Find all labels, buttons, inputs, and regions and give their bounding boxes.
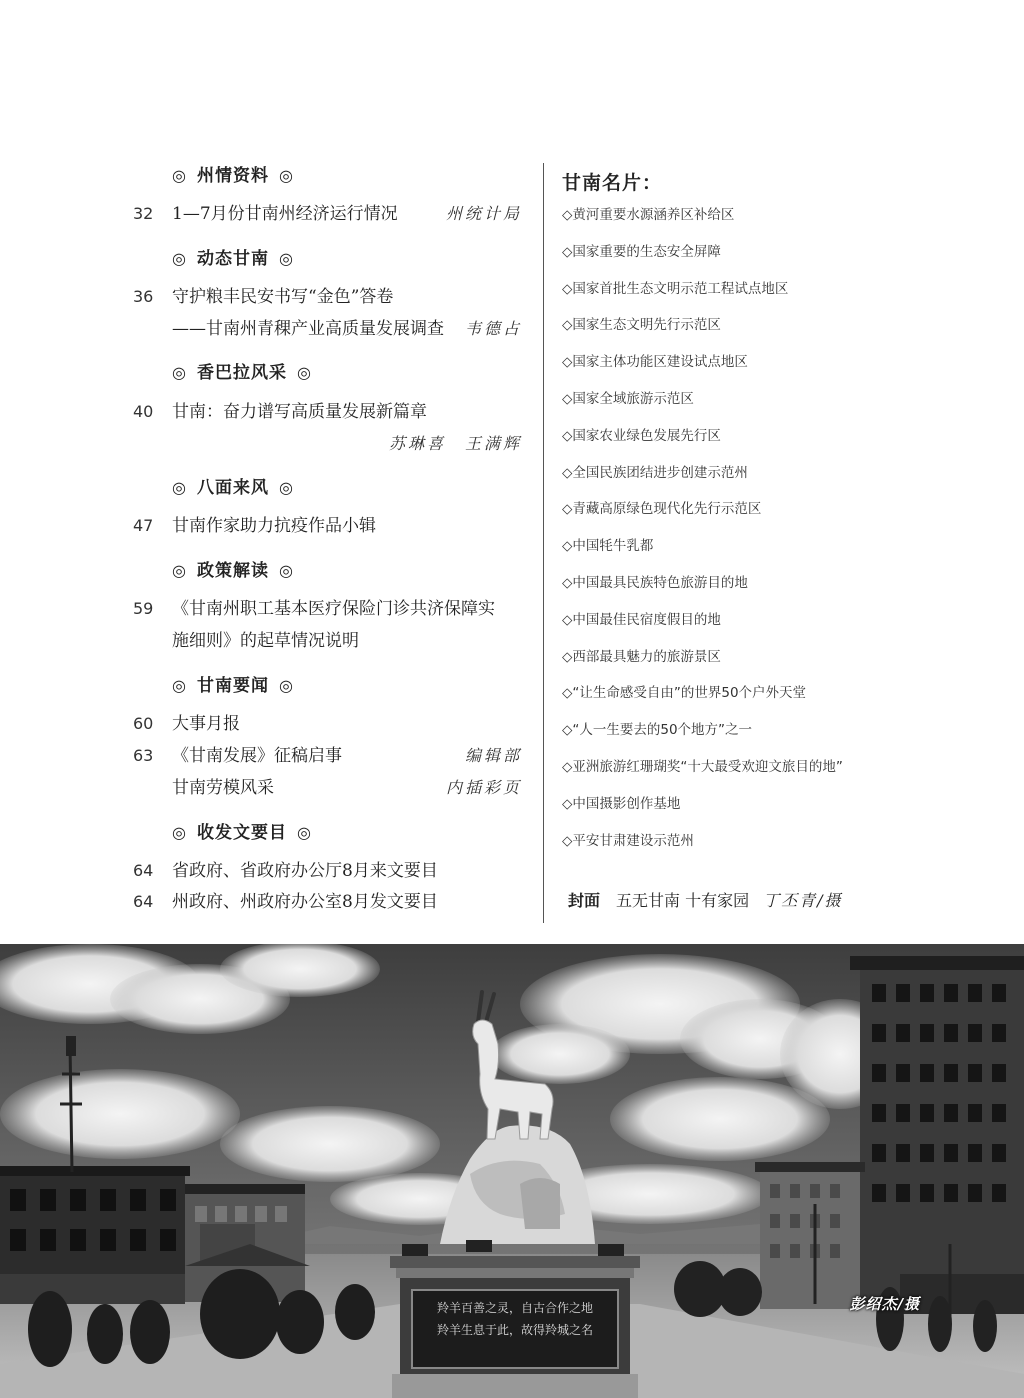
toc-entry[interactable] <box>0 776 526 800</box>
page-number: 36 <box>133 287 154 306</box>
entry-author: 韦德占 <box>464 319 522 338</box>
column-divider <box>543 163 544 923</box>
section-mark: ◎ <box>172 823 187 842</box>
section-heading <box>172 358 312 383</box>
entry-author: 编辑部 <box>464 746 522 765</box>
entry-title: 省政府、省政府办公厅8月来文要目 <box>172 861 438 881</box>
section-heading <box>172 473 294 498</box>
card-item: ◇中国最佳民宿度假目的地 <box>562 612 721 628</box>
entry-author: 内插彩页 <box>445 778 522 797</box>
section-mark: ◎ <box>172 363 187 382</box>
photo-credit: 彭绍杰/摄 <box>849 1295 920 1313</box>
entry-subtitle: ——甘南州青稞产业高质量发展调查 <box>172 319 444 339</box>
card-item: ◇西部最具魅力的旅游景区 <box>562 649 721 665</box>
toc-entry[interactable] <box>0 202 526 226</box>
card-item: ◇国家重要的生态安全屏障 <box>562 244 721 260</box>
entry-title: 大事月报 <box>172 714 240 734</box>
section-title: 政策解读 <box>196 561 269 581</box>
photo-illustration <box>0 944 1024 1398</box>
page-number: 60 <box>133 714 154 733</box>
cover-label: 封面 <box>568 891 601 910</box>
cover-title: 五无甘南 十有家园 <box>616 891 750 910</box>
entry-author: 州统计局 <box>445 204 522 223</box>
card-item: ◇黄河重要水源涵养区补给区 <box>562 207 735 223</box>
toc-entry[interactable] <box>0 400 526 424</box>
section-mark: ◎ <box>172 676 187 695</box>
entry-title: 守护粮丰民安书写“金色”答卷 <box>172 287 394 307</box>
toc-entry[interactable] <box>0 890 526 914</box>
gazelle-statue-photo <box>0 944 1024 1398</box>
page-number: 64 <box>133 861 154 880</box>
section-heading <box>172 818 312 843</box>
toc-entry[interactable] <box>0 744 526 768</box>
entry-title: 《甘南发展》征稿启事 <box>172 746 342 766</box>
section-mark: ◎ <box>296 823 312 842</box>
card-item: ◇全国民族团结进步创建示范州 <box>562 465 748 481</box>
page-number: 40 <box>133 402 154 421</box>
section-title: 州情资料 <box>196 166 269 186</box>
card-item: ◇亚洲旅游红珊瑚奖“十大最受欢迎文旅目的地” <box>562 759 843 775</box>
page-number: 59 <box>133 599 154 618</box>
toc-entry[interactable] <box>0 712 526 736</box>
section-title: 动态甘南 <box>196 249 269 269</box>
toc-entry[interactable] <box>0 859 526 883</box>
section-mark: ◎ <box>278 249 294 268</box>
card-item: ◇青藏高原绿色现代化先行示范区 <box>562 501 762 517</box>
toc-entry[interactable] <box>0 514 526 538</box>
page-number: 47 <box>133 516 154 535</box>
card-item: ◇国家农业绿色发展先行区 <box>562 428 721 444</box>
section-heading <box>172 161 294 186</box>
section-mark: ◎ <box>278 676 294 695</box>
section-mark: ◎ <box>172 249 187 268</box>
toc-entry-author-row <box>0 432 526 456</box>
plaque-line-2: 羚羊生息于此，故得羚城之名 <box>436 1323 594 1337</box>
entry-title: 甘南作家助力抗疫作品小辑 <box>172 516 376 536</box>
entry-title: 《甘南州职工基本医疗保险门诊共济保障实 <box>172 599 495 619</box>
card-item: ◇平安甘肃建设示范州 <box>562 833 694 849</box>
section-mark: ◎ <box>278 561 294 580</box>
section-mark: ◎ <box>172 561 187 580</box>
card-title: 甘南名片： <box>562 172 663 194</box>
plaque-line-1: 羚羊百善之灵，自古合作之地 <box>436 1301 594 1315</box>
cover-credit: 丁丕青/摄 <box>763 891 843 910</box>
section-title: 八面来风 <box>196 478 269 498</box>
section-mark: ◎ <box>172 166 187 185</box>
entry-author: 苏琳喜 王满辉 <box>388 434 522 453</box>
card-item: ◇中国摄影创作基地 <box>562 796 681 812</box>
card-item: ◇国家首批生态文明示范工程试点地区 <box>562 281 789 297</box>
toc-entry[interactable] <box>0 285 526 309</box>
section-heading <box>172 671 294 696</box>
card-item: ◇中国牦牛乳都 <box>562 538 654 554</box>
card-item: ◇国家全域旅游示范区 <box>562 391 694 407</box>
section-title: 甘南要闻 <box>196 676 269 696</box>
section-mark: ◎ <box>278 166 294 185</box>
section-heading <box>172 244 294 269</box>
section-title: 香巴拉风采 <box>196 363 287 383</box>
card-item: ◇“人一生要去的50个地方”之一 <box>562 722 753 738</box>
toc-entry[interactable] <box>0 597 526 621</box>
card-item: ◇“让生命感受自由”的世界50个户外天堂 <box>562 685 807 701</box>
card-item: ◇国家主体功能区建设试点地区 <box>562 354 748 370</box>
card-item: ◇国家生态文明先行示范区 <box>562 317 721 333</box>
entry-title: 1—7月份甘南州经济运行情况 <box>172 204 398 224</box>
entry-title-continued: 施细则》的起草情况说明 <box>172 631 359 651</box>
section-mark: ◎ <box>296 363 312 382</box>
section-title: 收发文要目 <box>196 823 287 843</box>
section-mark: ◎ <box>172 478 187 497</box>
section-mark: ◎ <box>278 478 294 497</box>
entry-title: 甘南劳模风采 <box>172 778 274 798</box>
page-number: 64 <box>133 892 154 911</box>
cover-caption <box>568 888 843 911</box>
page-number: 32 <box>133 204 154 223</box>
section-heading <box>172 556 294 581</box>
page-number: 63 <box>133 746 154 765</box>
entry-title: 甘南：奋力谱写高质量发展新篇章 <box>172 402 427 422</box>
entry-title: 州政府、州政府办公室8月发文要目 <box>172 892 438 912</box>
toc-entry-author-row <box>0 317 526 341</box>
card-item: ◇中国最具民族特色旅游目的地 <box>562 575 748 591</box>
